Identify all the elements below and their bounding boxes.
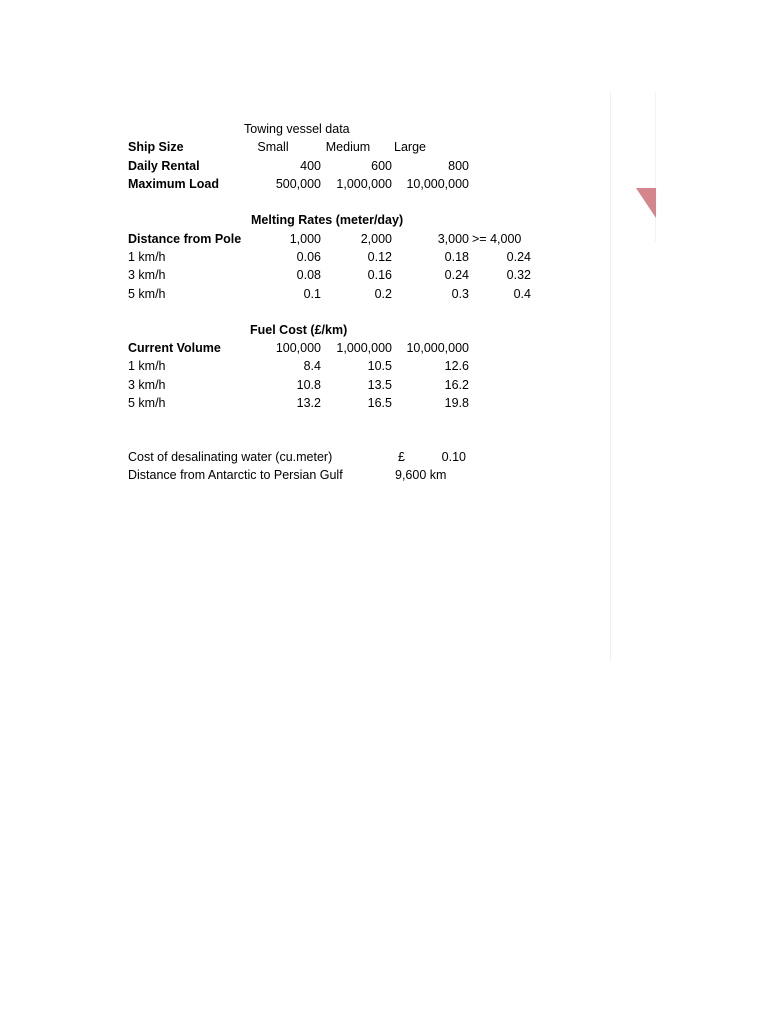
towing-cell: 500,000 [275,177,321,191]
distance-value: 9,600 km [395,468,447,482]
towing-header-small: Small [257,140,289,154]
towing-cell: 10,000,000 [406,177,469,191]
towing-row-label: Maximum Load [128,177,219,191]
melting-cell: 0.24 [444,268,469,282]
fuel-cell: 12.6 [444,359,469,373]
melting-cell: 0.16 [367,268,392,282]
melting-row-label: 3 km/h [128,268,166,282]
fuel-header-label: Current Volume [128,341,221,355]
fuel-header-cell: 100,000 [275,341,321,355]
towing-header-large: Large [394,140,426,154]
fuel-cell: 8.4 [303,359,321,373]
fuel-cell: 13.2 [296,396,321,410]
melting-cell: 0.06 [296,250,321,264]
page-margin-line-2 [655,92,656,242]
fuel-row-label: 3 km/h [128,378,166,392]
fuel-cell: 13.5 [367,378,392,392]
fuel-cell: 10.8 [296,378,321,392]
towing-cell: 800 [448,159,469,173]
towing-header-medium: Medium [325,140,371,154]
desal-currency: £ [398,450,405,464]
melting-row-label: 1 km/h [128,250,166,264]
distance-label: Distance from Antarctic to Persian Gulf [128,468,343,482]
fuel-header-cell: 10,000,000 [406,341,469,355]
desal-label: Cost of desalinating water (cu.meter) [128,450,333,464]
page-margin-line [610,92,611,662]
melting-cell: 0.12 [367,250,392,264]
melting-cell: 0.18 [444,250,469,264]
melting-cell: 0.1 [303,287,321,301]
melting-cell: 0.32 [506,268,531,282]
melting-header-cell: >= 4,000 [472,232,522,246]
melting-row-label: 5 km/h [128,287,166,301]
melting-cell: 0.4 [513,287,531,301]
melting-cell: 0.3 [451,287,469,301]
melting-header-cell: 1,000 [289,232,321,246]
fuel-title: Fuel Cost (£/km) [250,323,348,337]
fuel-cell: 19.8 [444,396,469,410]
fuel-cell: 16.2 [444,378,469,392]
melting-header-label: Distance from Pole [128,232,242,246]
fuel-cell: 10.5 [367,359,392,373]
towing-cell: 1,000,000 [336,177,392,191]
fuel-cell: 16.5 [367,396,392,410]
melting-cell: 0.24 [506,250,531,264]
towing-row-label: Daily Rental [128,159,200,173]
melting-header-cell: 3,000 [437,232,469,246]
melting-cell: 0.2 [374,287,392,301]
melting-cell: 0.08 [296,268,321,282]
melting-title: Melting Rates (meter/day) [251,213,404,227]
fuel-row-label: 5 km/h [128,396,166,410]
towing-cell: 600 [371,159,392,173]
comment-corner-marker [636,188,656,218]
fuel-row-label: 1 km/h [128,359,166,373]
fuel-header-cell: 1,000,000 [336,341,392,355]
towing-header-label: Ship Size [128,140,184,154]
towing-cell: 400 [300,159,321,173]
desal-value: 0.10 [441,450,466,464]
melting-header-cell: 2,000 [360,232,392,246]
towing-title: Towing vessel data [244,122,350,136]
